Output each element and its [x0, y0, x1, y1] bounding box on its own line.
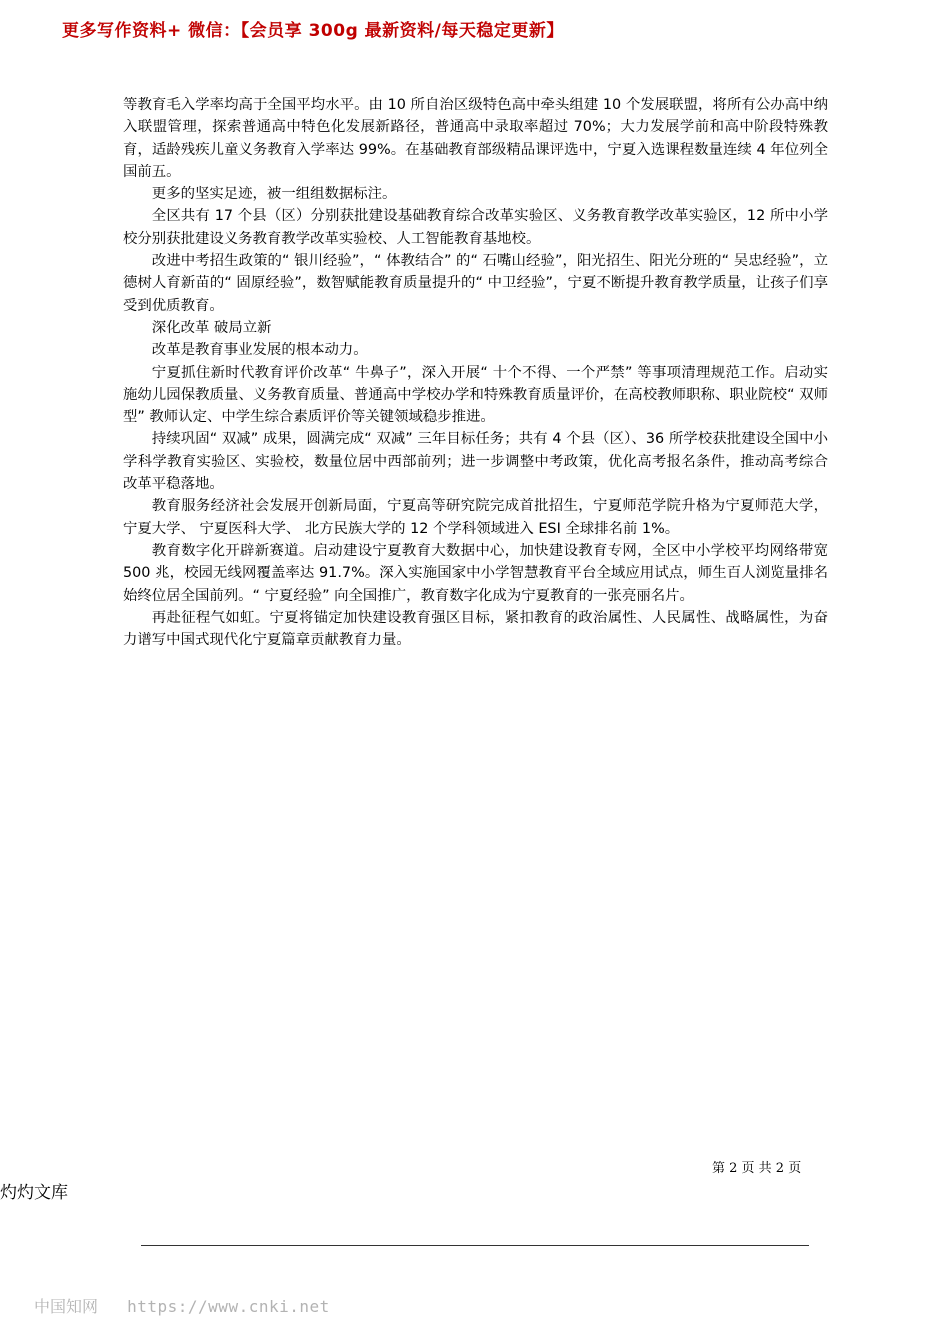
paragraph: 全区共有 17 个县（区）分别获批建设基础教育综合改革实验区、义务教育教学改革实验区，12 所中小学校分别获批建设义务教育教学改革实验校、人工智能教育基地校。 — [123, 208, 828, 247]
paragraph: 改革是教育事业发展的根本动力。 — [151, 342, 368, 359]
paragraph: 更多的坚实足迹，被一组组数据标注。 — [151, 186, 397, 203]
section-heading: 深化改革 破局立新 — [151, 319, 272, 336]
cnki-watermark — [34, 1294, 330, 1317]
paragraph: 改进中考招生政策的“ 银川经验”，“ 体教结合” 的“ 石嘴山经验”，阳光招生、阳光分班的“ 吴忠经验”，立德树人育新苗的“ 固原经验”，数智赋能教育质量提升的“ 中卫经验”，宁夏不断提升教育教学质量，让孩子们享受到优质教育。 — [123, 253, 828, 314]
footer-divider — [141, 1245, 809, 1246]
article-body — [123, 94, 828, 651]
paragraph: 持续巩固“ 双减” 成果，圆满完成“ 双减” 三年目标任务；共有 4 个县（区）、36 所学校获批建设全国中小学科学教育实验区、实验校，数量位居中西部前列；进一步调整中考政策，优化高考报名条件，推动高考综合改革平稳落地。 — [123, 431, 828, 493]
watermark-url: https://www.cnki.net — [127, 1297, 330, 1316]
paragraph: 再赴征程气如虹。宁夏将锚定加快建设教育强区目标，紧扣教育的政治属性、人民属性、战略属性，为奋力谱写中国式现代化宁夏篇章贡献教育力量。 — [123, 609, 828, 649]
paragraph: 教育数字化开辟新赛道。启动建设宁夏教育大数据中心，加快建设教育专网，全区中小学校平均网络带宽 500 兆，校园无线网覆盖率达 91.7%。深入实施国家中小学智慧教育平台全域应用试点，师生百人浏览量排名始终位居全国前列。“ 宁夏经验” 向全国推广，教育数字化成为宁夏教育的一张亮丽名片。 — [123, 542, 828, 604]
paragraph: 等教育毛入学率均高于全国平均水平。由 10 所自治区级特色高中牵头组建 10 个发展联盟，将所有公办高中纳入联盟管理，探索普通高中特色化发展新路径，普通高中录取率超过 70%；大力发展学前和高中阶段特殊教育，适龄残疾儿童义务教育入学率达 99%。在基础教育部级精品课评选中，宁夏入选课程数量连续 4 年位列全国前五。 — [123, 97, 828, 180]
library-name: 灼灼文库 — [0, 1183, 68, 1203]
paragraph: 宁夏抓住新时代教育评价改革“ 牛鼻子”，深入开展“ 十个不得、一个严禁” 等事项清理规范工作。启动实施幼儿园保教质量、义务教育质量、普通高中学校办学和特殊教育质量评价，在高校教师职称、职业院校“ 双师型” 教师认定、中学生综合素质评价等关键领域稳步推进。 — [123, 364, 828, 426]
promo-banner: 更多写作资料+ 微信：【会员享 300g 最新资料/每天稳定更新】 — [62, 21, 564, 41]
page-number: 第 2 页 共 2 页 — [712, 1161, 802, 1176]
paragraph: 教育服务经济社会发展开创新局面，宁夏高等研究院完成首批招生，宁夏师范学院升格为宁夏师范大学， 宁夏大学、 宁夏医科大学、 北方民族大学的 12 个学科领域进入 ESI 全球排名前 1%。 — [123, 498, 828, 537]
watermark-name: 中国知网 — [34, 1297, 99, 1316]
